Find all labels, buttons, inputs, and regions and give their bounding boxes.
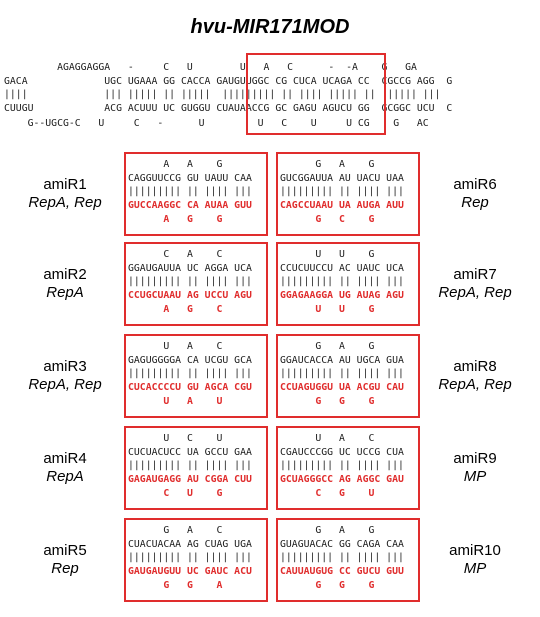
target-sequence-line: ||||||||| || |||| ||| (280, 276, 404, 287)
amir-sequence-line: G G G (280, 580, 375, 591)
amir-name: amiR1 (43, 176, 87, 193)
target-sequence-line: U A C (128, 341, 223, 352)
amir-label-1 (0, 176, 130, 212)
amir-name: amiR5 (43, 542, 87, 559)
amir-sequence-line: A G C (128, 304, 223, 315)
amir-label-8 (410, 358, 540, 394)
amir-targets: RepA, Rep (438, 376, 512, 393)
amir-sequence-line: GAUGAUGUU UC GAUC ACU (128, 566, 252, 577)
amir-sequence-line: G G A (128, 580, 223, 591)
target-sequence-line: GAGUGGGGA CA UCGU GCA (128, 355, 252, 366)
amir-targets: Rep (461, 194, 489, 211)
amir-name: amiR3 (43, 358, 87, 375)
amir-sequence-line: C U G (128, 488, 223, 499)
amir-targets: RepA, Rep (28, 376, 102, 393)
target-sequence-line: CUACUACAA AG CUAG UGA (128, 539, 252, 550)
target-sequence-line: U U G (280, 249, 375, 260)
target-sequence-line: ||||||||| || |||| ||| (280, 552, 404, 563)
target-sequence-line: ||||||||| || |||| ||| (128, 552, 252, 563)
amir-targets: MP (463, 468, 487, 485)
amir-label-3 (0, 358, 130, 394)
target-sequence-line: U C U (128, 433, 223, 444)
amir-sequence-line: G C G (280, 214, 375, 225)
amir-targets: RepA, Rep (438, 284, 512, 301)
amir-duplex-box-2 (124, 242, 268, 326)
amir-label-7 (410, 266, 540, 302)
target-sequence-line: GUCGGAUUA AU UACU UAA (280, 173, 404, 184)
amir-label-5 (0, 542, 130, 578)
amir-sequence-line: U U G (280, 304, 375, 315)
amir-duplex-box-6 (276, 152, 420, 236)
amir-sequence-line: GGAGAAGGA UG AUAG AGU (280, 290, 404, 301)
target-sequence-line: CAGGUUCCG GU UAUU CAA (128, 173, 252, 184)
amir-name: amiR4 (43, 450, 87, 467)
target-sequence-line: G A C (128, 525, 223, 536)
target-sequence-line: ||||||||| || |||| ||| (280, 186, 404, 197)
target-sequence-line: G A G (280, 341, 375, 352)
precursor-line-3: |||| ||| ||||| || ||||| ||||||||| || |||| ||||| || ||||| ||| (4, 89, 441, 100)
amir-duplex-box-3 (124, 334, 268, 418)
amir-sequence-line: GAGAUGAGG AU CGGA CUU (128, 474, 252, 485)
precursor-line-4: CUUGU ACG ACUUU UC GUGGU CUAUAACCG GC GAGU AGUCU GG GCGGC UCU C (4, 103, 453, 114)
target-sequence-line: ||||||||| || |||| ||| (128, 186, 252, 197)
target-sequence-line: G A G (280, 159, 375, 170)
target-sequence-line: ||||||||| || |||| ||| (128, 460, 252, 471)
amir-sequence-line: GUCCAAGGC CA AUAA GUU (128, 200, 252, 211)
amir-targets: RepA, Rep (28, 194, 102, 211)
amir-sequence-line: CUCACCCCU GU AGCA CGU (128, 382, 252, 393)
target-sequence-line: CGAUCCCGG UC UCCG CUA (280, 447, 404, 458)
diagram-title: hvu-MIR171MOD (190, 16, 350, 38)
precursor-mirna-highlight-box (246, 53, 386, 135)
target-sequence-line: CUCUACUCC UA GCCU GAA (128, 447, 252, 458)
amir-targets: RepA (46, 468, 84, 485)
amir-targets: Rep (51, 560, 79, 577)
amir-sequence-line: CAUUAUGUG CC GUCU GUU (280, 566, 404, 577)
precursor-line-2: GACA UGC UGAAA GG CACCA GAUGUUGGC CG CUCA UCAGA CC CGCCG AGG G (4, 76, 453, 87)
amir-duplex-box-9 (276, 426, 420, 510)
amir-name: amiR7 (453, 266, 497, 283)
target-sequence-line: GGAUGAUUA UC AGGA UCA (128, 263, 252, 274)
target-sequence-line: ||||||||| || |||| ||| (280, 460, 404, 471)
amir-label-10 (410, 542, 540, 578)
amir-name: amiR8 (453, 358, 497, 375)
amir-name: amiR2 (43, 266, 87, 283)
amir-sequence-line: G G G (280, 396, 375, 407)
amir-duplex-box-10 (276, 518, 420, 602)
target-sequence-line: C A C (128, 249, 223, 260)
precursor-line-5: G--UGCG-C U C - U U C U U CG G AC (4, 118, 429, 129)
amir-duplex-box-1 (124, 152, 268, 236)
amir-sequence-line: CCUAGUGGU UA ACGU CAU (280, 382, 404, 393)
amir-name: amiR9 (453, 450, 497, 467)
amir-sequence-line: CCUGCUAAU AG UCCU AGU (128, 290, 252, 301)
amir-label-6 (410, 176, 540, 212)
amir-targets: RepA (46, 284, 84, 301)
target-sequence-line: CCUCUUCCU AC UAUC UCA (280, 263, 404, 274)
amir-sequence-line: U A U (128, 396, 223, 407)
amir-sequence-line: C G U (280, 488, 375, 499)
precursor-line-1: AGAGGAGGA - C U U A C - -A G GA (4, 62, 417, 73)
amir-sequence-line: GCUAGGGCC AG AGGC GAU (280, 474, 404, 485)
amir-label-9 (410, 450, 540, 486)
target-sequence-line: G A G (280, 525, 375, 536)
amir-duplex-box-8 (276, 334, 420, 418)
amir-name: amiR10 (449, 542, 501, 559)
amir-sequence-line: CAGCCUAAU UA AUGA AUU (280, 200, 404, 211)
amir-sequence-line: A G G (128, 214, 223, 225)
target-sequence-line: ||||||||| || |||| ||| (280, 368, 404, 379)
target-sequence-line: ||||||||| || |||| ||| (128, 276, 252, 287)
target-sequence-line: ||||||||| || |||| ||| (128, 368, 252, 379)
amir-label-2 (0, 266, 130, 302)
target-sequence-line: GGAUCACCA AU UGCA GUA (280, 355, 404, 366)
target-sequence-line: A A G (128, 159, 223, 170)
target-sequence-line: U A C (280, 433, 375, 444)
amir-duplex-box-4 (124, 426, 268, 510)
amir-label-4 (0, 450, 130, 486)
amir-name: amiR6 (453, 176, 497, 193)
amir-targets: MP (463, 560, 487, 577)
amir-duplex-box-7 (276, 242, 420, 326)
amir-duplex-box-5 (124, 518, 268, 602)
target-sequence-line: GUAGUACAC GG CAGA CAA (280, 539, 404, 550)
